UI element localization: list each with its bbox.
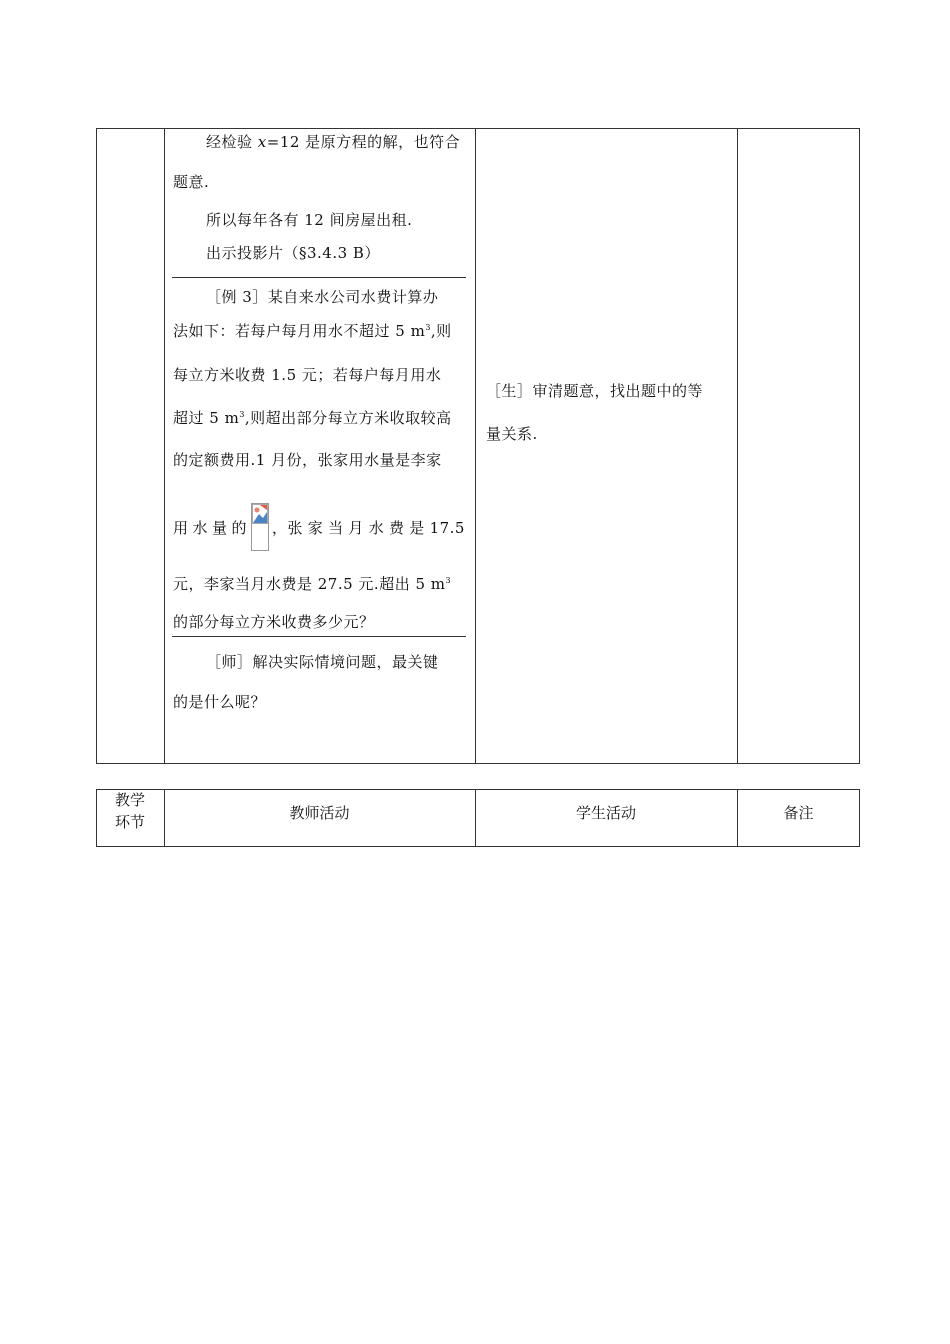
teacher-question-line-1: ［师］解决实际情境问题，最关键 (206, 653, 439, 671)
col-divider-2 (475, 129, 476, 763)
teacher-line-3: 所以每年各有 12 间房屋出租. (206, 211, 413, 229)
header-notes: 备注 (783, 804, 814, 822)
example-line-6-left: 用 水 量 的 (173, 519, 247, 537)
teacher-question-line-2: 的是什么呢？ (173, 693, 267, 711)
example-line-1: ［例 3］某自来水公司水费计算办 (206, 288, 439, 306)
example-line-2: 法如下：若每户每月用水不超过 5 $m^3$,则 (173, 322, 452, 340)
header-teaching-stage-line-2: 环节 (114, 813, 145, 831)
example-line-8: 的部分每立方米收费多少元？ (173, 613, 375, 631)
header-teaching-stage (96, 789, 164, 833)
col-divider-1 (164, 129, 165, 763)
fraction-image (251, 503, 269, 551)
example-line-4: 超过 5 $m^3$,则超出部分每立方米收取较高 (173, 409, 452, 427)
example-line-7: 元，李家当月水费是 27.5 元.超出 5 $m^3$ (173, 575, 452, 593)
teacher-line-4: 出示投影片（§3.4.3 B） (206, 244, 380, 262)
header-teacher-activity: 教师活动 (289, 804, 350, 822)
student-line-1: ［生］审清题意，找出题中的等 (486, 382, 704, 400)
header-teaching-stage-line-1: 教学 (114, 791, 145, 809)
broken-image-icon (252, 504, 268, 524)
teacher-line-2: 题意. (173, 173, 210, 191)
example-line-3: 每立方米收费 1.5 元；若每户每月用水 (173, 366, 442, 384)
student-line-2: 量关系. (486, 425, 538, 443)
example-line-5: 的定额费用.1 月份，张家用水量是李家 (173, 451, 442, 469)
example-separator-top (172, 277, 466, 278)
example-line-6-right: ，张 家 当 月 水 费 是 17.5 (272, 519, 465, 537)
example-separator-bottom (172, 636, 466, 637)
col-divider-3 (737, 129, 738, 763)
teacher-line-1: 经检验 x=12 是原方程的解，也符合 (206, 133, 461, 151)
header-student-activity: 学生活动 (575, 804, 636, 822)
